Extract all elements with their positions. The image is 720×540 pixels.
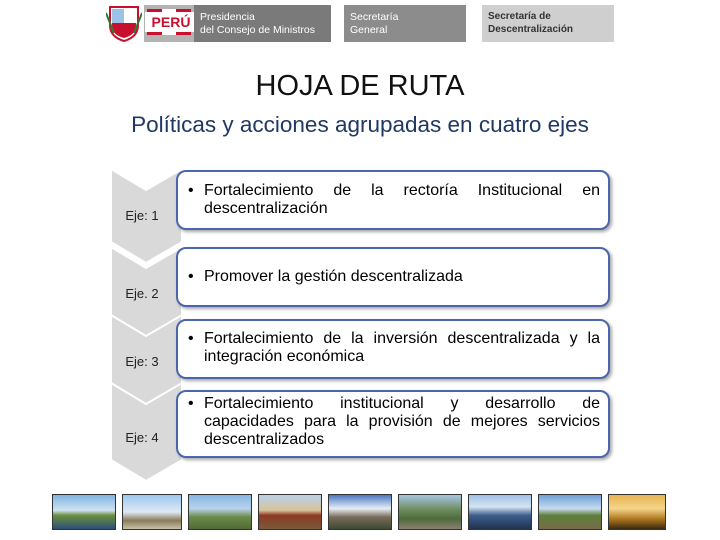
bullet-icon: •: [188, 182, 194, 199]
axis-label-3: Eje: 3: [125, 354, 159, 369]
axis-text-4: Fortalecimiento institucional y desarrollo de capacidades para la provisión de mejores servicios descentralizados: [204, 395, 600, 448]
axis-label-1: Eje: 1: [125, 208, 159, 223]
bullet-icon: •: [188, 268, 194, 285]
bullet-icon: •: [188, 330, 194, 347]
axis-box-4: [176, 390, 610, 458]
axis-chevron-4: [110, 382, 184, 482]
presidencia-line2: del Consejo de Ministros: [200, 24, 315, 36]
axis-label-2: Eje. 2: [125, 286, 159, 301]
secretaria-descentralizacion-block: [482, 5, 614, 42]
presidencia-block: [194, 5, 331, 42]
mountains-photo: [188, 494, 252, 530]
axis-item-3: [184, 330, 600, 366]
river-photo: [538, 494, 602, 530]
axis-item-4: [184, 395, 600, 449]
machu-picchu-photo: [398, 494, 462, 530]
pyramid-photo: [258, 494, 322, 530]
secretaria-line1: Secretaría: [350, 11, 399, 23]
axis-text-3: Fortalecimiento de la inversión descentralizada y la integración económica: [204, 330, 600, 365]
axis-box-2: [176, 247, 610, 307]
axis-label-4: Eje: 4: [125, 430, 159, 445]
header-banner: [97, 2, 617, 44]
descentralizacion-line2: Descentralización: [488, 24, 574, 35]
page-subtitle: Políticas y acciones agrupadas en cuatro ejes: [131, 112, 589, 137]
bullet-icon: •: [188, 395, 194, 412]
lake-photo: [468, 494, 532, 530]
axis-item-2: [184, 268, 600, 286]
country-label: PERÚ: [145, 12, 197, 32]
axis-text-1: Fortalecimiento de la rectoría Institucional en descentralización: [204, 182, 600, 217]
axis-box-1: [176, 170, 610, 230]
axis-item-1: [184, 182, 600, 218]
plaza-photo: [122, 494, 182, 530]
presidencia-line1: Presidencia: [200, 11, 255, 23]
secretaria-line2: General: [350, 24, 388, 36]
descentralizacion-line1: Secretaría de: [488, 11, 551, 22]
sunset-photo: [608, 494, 666, 530]
page-title: HOJA DE RUTA: [255, 70, 465, 102]
axis-text-2: Promover la gestión descentralizada: [204, 268, 463, 285]
coast-photo: [52, 494, 116, 530]
coat-of-arms-icon: [106, 3, 142, 43]
secretaria-general-block: [344, 5, 466, 42]
axis-box-3: [176, 319, 610, 379]
peaks-photo: [328, 494, 392, 530]
